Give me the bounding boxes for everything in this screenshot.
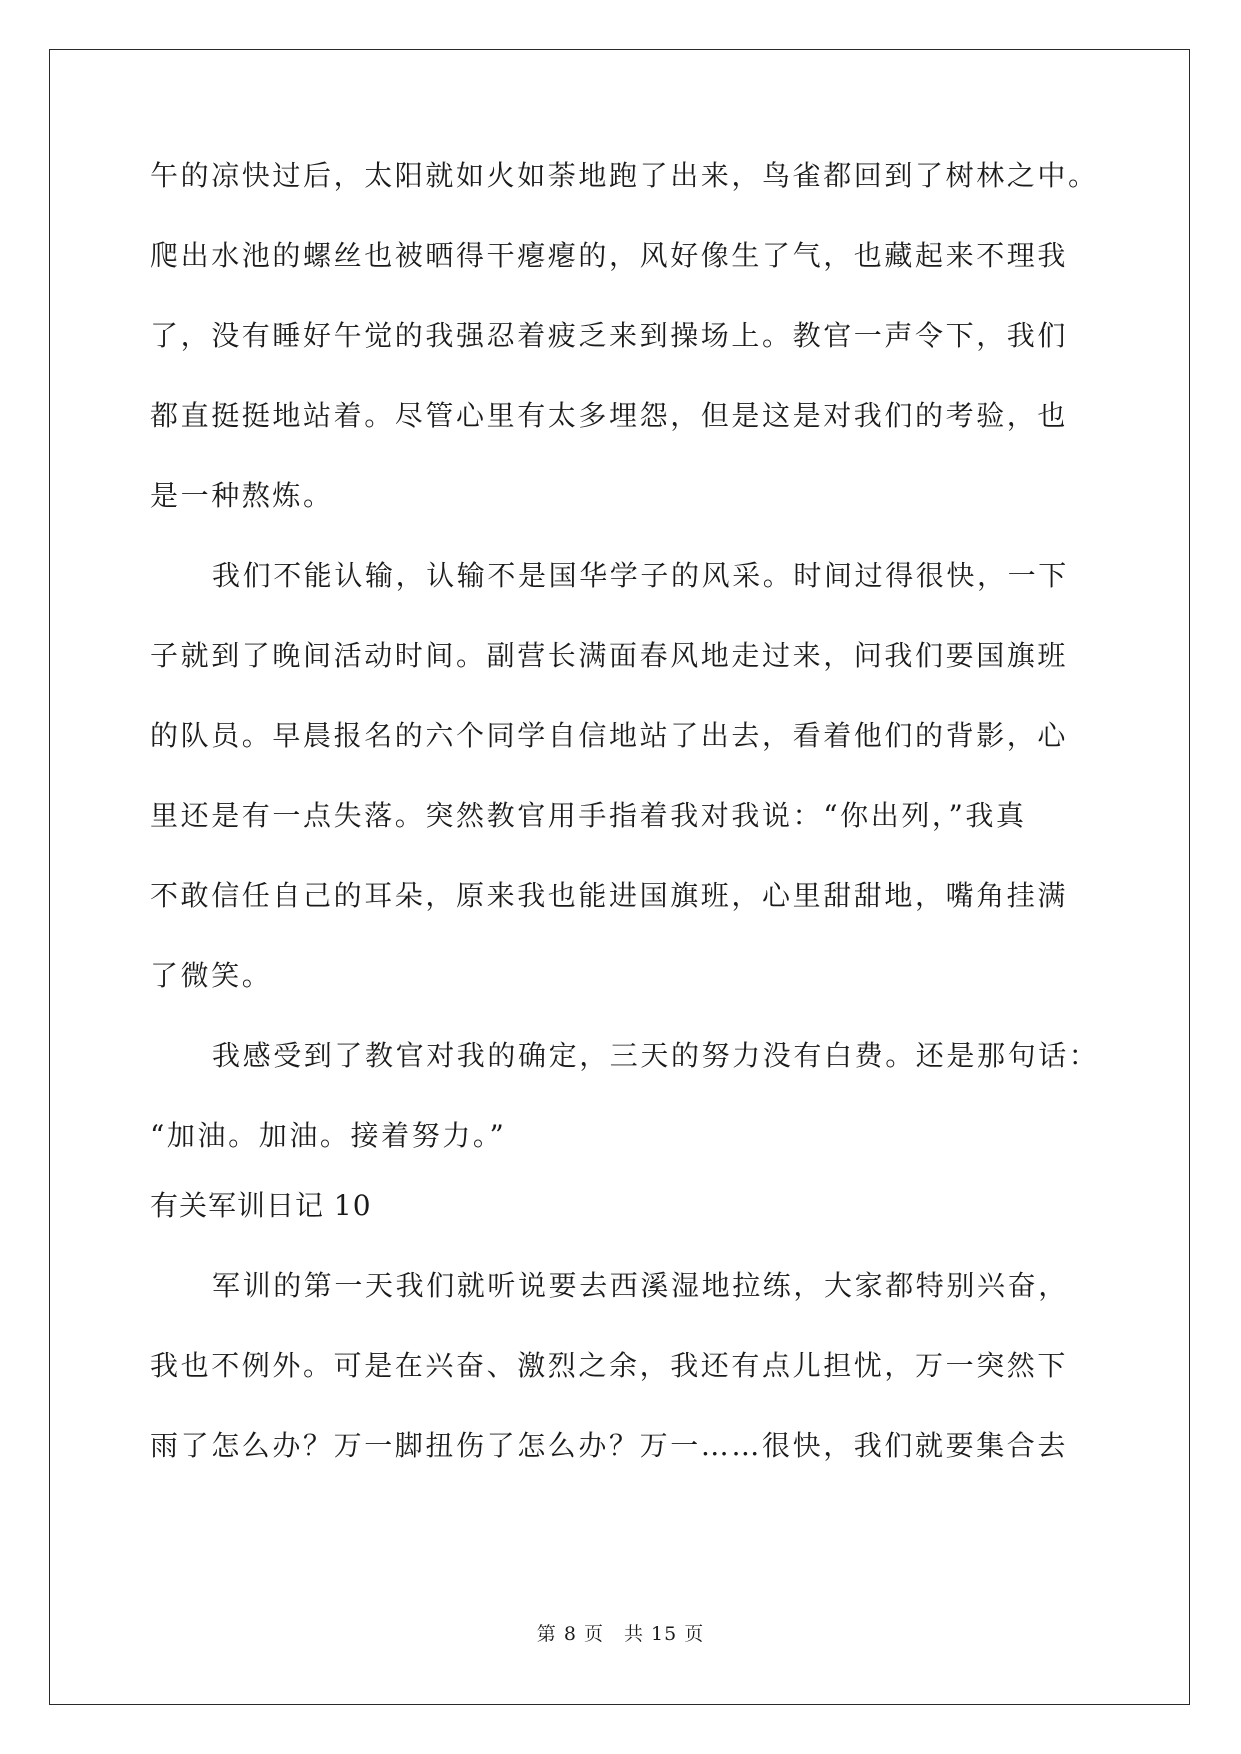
text-line: 子就到了晚间活动时间。副营长满面春风地走过来，问我们要国旗班 [150,639,1069,672]
text-line: 爬出水池的螺丝也被晒得干瘪瘪的，风好像生了气，也藏起来不理我 [150,239,1069,272]
text-line: “加油。加油。接着努力。” [150,1119,507,1152]
text-line: 的队员。早晨报名的六个同学自信地站了出去，看着他们的背影，心 [150,719,1069,752]
text-line: 了，没有睡好午觉的我强忍着疲乏来到操场上。教官一声令下，我们 [150,319,1069,352]
text-line: 不敢信任自己的耳朵，原来我也能进国旗班，心里甜甜地，嘴角挂满 [150,879,1069,912]
text-line: 是一种熬炼。 [150,479,334,512]
paragraph-start-line: 军训的第一天我们就听说要去西溪湿地拉练，大家都特别兴奋， [212,1269,1069,1302]
text-line: 雨了怎么办？万一脚扭伤了怎么办？万一……很快，我们就要集合去 [150,1429,1069,1462]
text-line: 午的凉快过后，太阳就如火如荼地跑了出来，鸟雀都回到了树林之中。 [150,159,1099,192]
section-heading: 有关军训日记 10 [150,1189,372,1222]
text-line: 了微笑。 [150,959,273,992]
text-line: 都直挺挺地站着。尽管心里有太多埋怨，但是这是对我们的考验，也 [150,399,1069,432]
paragraph-start-line: 我们不能认输，认输不是国华学子的风采。时间过得很快，一下 [212,559,1069,592]
page-number-footer: 第 8 页 共 15 页 [536,1623,705,1645]
paragraph-start-line: 我感受到了教官对我的确定，三天的努力没有白费。还是那句话： [212,1039,1100,1072]
document-body [150,156,1100,1466]
text-line: 我也不例外。可是在兴奋、激烈之余，我还有点儿担忧，万一突然下 [150,1349,1069,1382]
text-line: 里还是有一点失落。突然教官用手指着我对我说：“你出列，”我真 [150,799,1027,832]
